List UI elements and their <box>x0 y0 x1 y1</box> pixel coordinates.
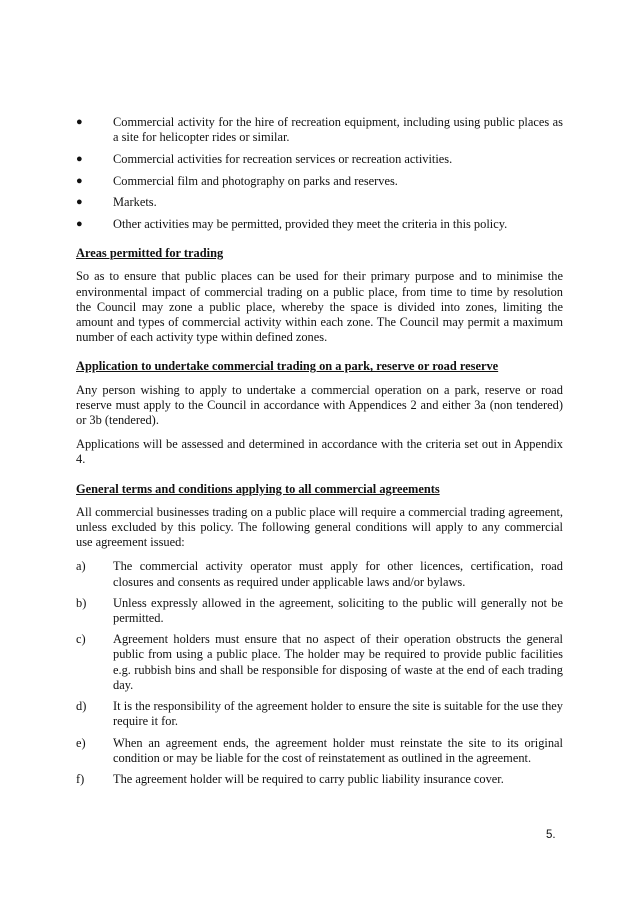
section-heading: Application to undertake commercial trading on a park, reserve or road reserve <box>76 359 499 374</box>
list-item: ● Commercial film and photography on parks and reserves. <box>76 173 398 188</box>
paragraph: Any person wishing to apply to undertake a commercial operation on a park, reserve or road reserve must apply to the Council in accordance with Appendices 2 and either 3a (non tendered) or 3b (tendered). <box>76 382 563 428</box>
bullet-icon: ● <box>76 152 83 165</box>
bullet-icon: ● <box>76 174 83 187</box>
bullet-list <box>76 115 563 232</box>
bullet-icon: ● <box>76 116 83 128</box>
document-page <box>76 115 563 793</box>
section-areas-permitted <box>76 246 563 345</box>
section-heading: Areas permitted for trading <box>76 246 224 261</box>
paragraph: Applications will be assessed and determined in accordance with the criteria set out in Appendix 4. <box>76 437 563 467</box>
list-item: b) Unless expressly allowed in the agreement, soliciting to the public will generally not be permitted. <box>76 595 563 626</box>
paragraph: All commercial businesses trading on a public place will require a commercial trading agreement, unless excluded by this policy. The following general conditions will apply to any commercial use agreement issued: <box>76 504 563 550</box>
list-item: e) When an agreement ends, the agreement holder must reinstate the site to its original condition or may be liable for the cost of reinstatement as outlined in the agreement. <box>76 735 563 765</box>
paragraph: So as to ensure that public places can be used for their primary purpose and to minimise the environmental impact of commercial trading on a public place, from time to time by resolution the Council may zone a public place, whereby the space is divided into zones, limiting the amount and types of commercial activity within each zone. The Council may permit a maximum number of each activity type within defined zones. <box>76 269 563 345</box>
conditions-list <box>76 559 563 787</box>
list-item: ● Other activities may be permitted, provided they meet the criteria in this policy. <box>76 217 508 232</box>
bullet-icon: ● <box>76 218 83 231</box>
list-item: ● Markets. <box>76 195 157 210</box>
list-item: a) The commercial activity operator must apply for other licences, certification, road closures and consents as required under applicable laws and/or bylaws. <box>76 559 563 589</box>
page-number: 5. <box>546 829 556 841</box>
bullet-icon: ● <box>76 196 83 209</box>
list-item: ● Commercial activity for the hire of recreation equipment, including using public places as a site for helicopter rides or similar. <box>76 115 563 145</box>
section-heading: General terms and conditions applying to all commercial agreements <box>76 481 440 496</box>
list-item: f) The agreement holder will be required to carry public liability insurance cover. <box>76 771 504 786</box>
section-general-terms <box>76 482 563 787</box>
section-application <box>76 359 563 467</box>
list-item: c) Agreement holders must ensure that no aspect of their operation obstructs the general public from using a public place. The holder may be required to provide public facilities e.g. rubbish bins and shall be responsible for disposing of waste at the end of each trading day. <box>76 632 563 692</box>
list-item: d) It is the responsibility of the agreement holder to ensure the site is suitable for the use they require it for. <box>76 699 563 729</box>
list-item: ● Commercial activities for recreation services or recreation activities. <box>76 151 453 166</box>
